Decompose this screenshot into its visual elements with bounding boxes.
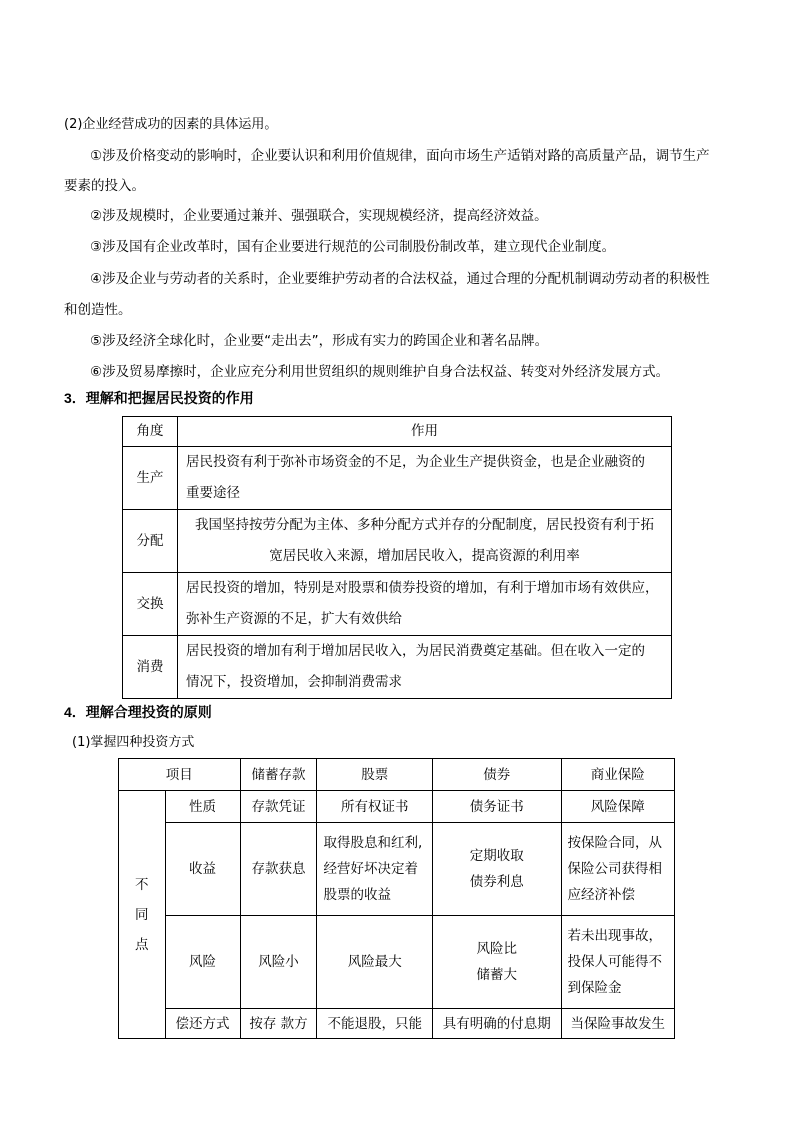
header-savings: 储蓄存款: [240, 759, 317, 791]
row-item: 偿还方式: [165, 1009, 240, 1039]
table-header-row: [119, 759, 675, 791]
table-row: [119, 791, 675, 823]
table-cell: 风险小: [240, 916, 317, 1009]
paragraph-1-line-1: ①涉及价格变动的影响时，企业要认识和利用价值规律，面向市场生产适销对路的高质量产品，调节生产: [90, 148, 710, 164]
cell-line: 到保险金: [567, 980, 622, 996]
row-line: 重要途径: [186, 485, 240, 501]
table-header-row: [123, 417, 672, 447]
paragraph-4-line-2: 和创造性。: [64, 302, 132, 318]
investment-methods-table: [118, 758, 675, 1039]
table-cell: [561, 823, 674, 916]
table-cell: 所有权证书: [317, 791, 432, 823]
row-line: 宽居民收入来源，增加居民收入，提高资源的利用率: [269, 548, 580, 564]
header-effect: 作用: [178, 417, 672, 447]
cell-line: 按保险合同，从: [567, 835, 663, 851]
cell-line: 债券利息: [469, 874, 524, 890]
cell-line: 应经济补偿: [567, 887, 636, 903]
table-cell: 存款凭证: [240, 791, 317, 823]
table-cell: [561, 916, 674, 1009]
paragraph-6: ⑥涉及贸易摩擦时，企业应充分利用世贸组织的规则维护自身合法权益、转变对外经济发展方式。: [90, 364, 670, 380]
cell-line: 风险比: [476, 941, 517, 957]
row-item: 收益: [165, 823, 240, 916]
row-content: [178, 636, 672, 699]
paragraph-3: ③涉及国有企业改革时，国有企业要进行规范的公司制股份制改革，建立现代企业制度。: [90, 239, 616, 255]
row-line: 情况下，投资增加，会抑制消费需求: [186, 674, 402, 690]
table-cell: 风险保障: [561, 791, 674, 823]
row-category: 消费: [123, 636, 178, 699]
table-row: [119, 823, 675, 916]
investment-role-table: [122, 416, 672, 699]
table-cell: [432, 823, 561, 916]
cell-line: 股票的收益: [323, 887, 391, 903]
header-insurance: 商业保险: [561, 759, 674, 791]
table-cell: [432, 916, 561, 1009]
table-row: [119, 1009, 675, 1039]
table-row: [123, 510, 672, 573]
paragraph-2: ②涉及规模时，企业要通过兼并、强强联合，实现规模经济，提高经济效益。: [90, 208, 548, 224]
table-cell: 当保险事故发生: [561, 1009, 674, 1039]
row-line: 居民投资有利于弥补市场资金的不足，为企业生产提供资金，也是企业融资的: [186, 454, 645, 470]
row-content: [178, 573, 672, 636]
section3-heading: 3．理解和把握居民投资的作用: [64, 390, 254, 406]
table-cell: 按存 款方: [240, 1009, 317, 1039]
paragraph-4-line-1: ④涉及企业与劳动者的关系时，企业要维护劳动者的合法权益，通过合理的分配机制调动劳动者的积极性: [90, 271, 710, 287]
row-content: [178, 510, 672, 573]
table-cell: 债务证书: [432, 791, 561, 823]
cell-line: 若未出现事故，: [567, 928, 663, 944]
table-cell: 存款获息: [240, 823, 317, 916]
table-cell: 具有明确的付息期: [432, 1009, 561, 1039]
cell-line: 保险公司获得相: [567, 861, 663, 877]
group-label-char: 点: [135, 936, 149, 953]
row-item: 风险: [165, 916, 240, 1009]
cell-line: 投保人可能得不: [567, 954, 663, 970]
paragraph-1-line-2: 要素的投入。: [64, 178, 145, 194]
cell-line: 经营好坏决定着: [323, 861, 418, 877]
row-category: 交换: [123, 573, 178, 636]
group-label-char: 不: [135, 876, 149, 893]
table-row: [123, 447, 672, 510]
header-angle: 角度: [123, 417, 178, 447]
row-line: 居民投资的增加，特别是对股票和债券投资的增加，有利于增加市场有效供应，: [186, 580, 659, 596]
row-line: 我国坚持按劳分配为主体、多种分配方式并存的分配制度，居民投资有利于拓: [195, 517, 654, 533]
row-line: 居民投资的增加有利于增加居民收入，为居民消费奠定基础。但在收入一定的: [186, 643, 645, 659]
section4-heading: 4．理解合理投资的原则: [64, 704, 212, 720]
cell-line: 定期收取: [469, 848, 524, 864]
header-item: 项目: [119, 759, 241, 791]
header-stocks: 股票: [317, 759, 432, 791]
row-category: 生产: [123, 447, 178, 510]
table-row: [123, 636, 672, 699]
row-item: 性质: [165, 791, 240, 823]
row-line: 弥补生产资源的不足，扩大有效供给: [186, 611, 402, 627]
row-category: 分配: [123, 510, 178, 573]
table-row: [119, 916, 675, 1009]
table-cell: [317, 823, 432, 916]
section2-title: (2)企业经营成功的因素的具体运用。: [64, 117, 278, 132]
group-label-char: 同: [135, 906, 149, 923]
cell-line: 储蓄大: [476, 967, 517, 983]
table-cell: 不能退股，只能: [317, 1009, 432, 1039]
table-cell: 风险最大: [317, 916, 432, 1009]
section4-subheading: (1)掌握四种投资方式: [72, 735, 195, 750]
header-bonds: 债券: [432, 759, 561, 791]
cell-line: 取得股息和红利,: [323, 835, 423, 851]
group-label-differences: [119, 791, 166, 1039]
paragraph-5: ⑤涉及经济全球化时，企业要“走出去”，形成有实力的跨国企业和著名品牌。: [90, 333, 549, 349]
table-row: [123, 573, 672, 636]
row-content: [178, 447, 672, 510]
